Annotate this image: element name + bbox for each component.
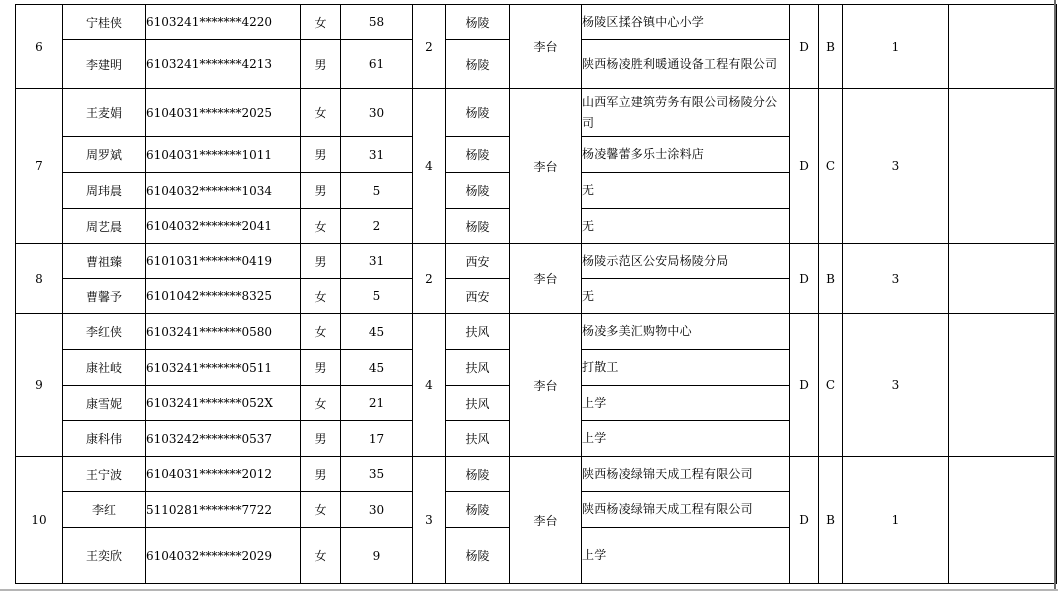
origin-cell[interactable]: 扶风 xyxy=(446,386,510,421)
sex-cell[interactable]: 女 xyxy=(301,209,341,244)
origin-cell[interactable]: 扶风 xyxy=(446,350,510,386)
household-size-cell[interactable]: 4 xyxy=(413,314,446,457)
origin-cell[interactable]: 杨陵 xyxy=(446,89,510,137)
household-size-cell[interactable]: 3 xyxy=(413,457,446,584)
age-cell[interactable]: 2 xyxy=(341,209,413,244)
workplace-cell[interactable]: 陕西杨凌绿锦天成工程有限公司 xyxy=(582,457,790,492)
id-number-cell[interactable]: 6104031*******2012 xyxy=(146,457,301,492)
sex-cell[interactable]: 男 xyxy=(301,244,341,279)
household-number-cell[interactable]: 7 xyxy=(16,89,63,244)
empty-cell[interactable] xyxy=(949,457,1057,584)
age-cell[interactable]: 5 xyxy=(341,279,413,314)
household-size-cell[interactable]: 4 xyxy=(413,89,446,244)
age-cell[interactable]: 45 xyxy=(341,350,413,386)
workplace-cell[interactable]: 杨凌馨蕾多乐士涂料店 xyxy=(582,137,790,173)
score-cell[interactable]: 1 xyxy=(843,5,949,89)
age-cell[interactable]: 31 xyxy=(341,137,413,173)
member-name-cell[interactable]: 王麦娟 xyxy=(63,89,146,137)
workplace-cell[interactable]: 无 xyxy=(582,279,790,314)
member-name-cell[interactable]: 王奕欣 xyxy=(63,528,146,584)
origin-cell[interactable]: 杨陵 xyxy=(446,492,510,528)
id-number-cell[interactable]: 6104032*******2041 xyxy=(146,209,301,244)
id-number-cell[interactable]: 6104032*******2029 xyxy=(146,528,301,584)
member-name-cell[interactable]: 康社岐 xyxy=(63,350,146,386)
household-size-cell[interactable]: 2 xyxy=(413,5,446,89)
origin-cell[interactable]: 杨陵 xyxy=(446,457,510,492)
id-number-cell[interactable]: 6103241*******0580 xyxy=(146,314,301,350)
age-cell[interactable]: 9 xyxy=(341,528,413,584)
score-cell[interactable]: 3 xyxy=(843,89,949,244)
household-size-cell[interactable]: 2 xyxy=(413,244,446,314)
sex-cell[interactable]: 男 xyxy=(301,421,341,457)
grade-b-cell[interactable]: B xyxy=(819,244,843,314)
sex-cell[interactable]: 男 xyxy=(301,40,341,89)
id-number-cell[interactable]: 6104031*******1011 xyxy=(146,137,301,173)
member-name-cell[interactable]: 康科伟 xyxy=(63,421,146,457)
workplace-cell[interactable]: 杨陵区揉谷镇中心小学 xyxy=(582,5,790,40)
sex-cell[interactable]: 女 xyxy=(301,279,341,314)
sex-cell[interactable]: 男 xyxy=(301,173,341,209)
sex-cell[interactable]: 女 xyxy=(301,314,341,350)
workplace-cell[interactable]: 无 xyxy=(582,173,790,209)
member-name-cell[interactable]: 王宁波 xyxy=(63,457,146,492)
origin-cell[interactable]: 杨陵 xyxy=(446,209,510,244)
workplace-cell[interactable]: 陕西杨凌绿锦天成工程有限公司 xyxy=(582,492,790,528)
household-table xyxy=(15,4,1057,584)
sex-cell[interactable]: 女 xyxy=(301,492,341,528)
village-cell[interactable]: 李台 xyxy=(510,89,582,244)
id-number-cell[interactable]: 6103241*******4213 xyxy=(146,40,301,89)
member-name-cell[interactable]: 宁桂侠 xyxy=(63,5,146,40)
age-cell[interactable]: 45 xyxy=(341,314,413,350)
origin-cell[interactable]: 杨陵 xyxy=(446,40,510,89)
member-name-cell[interactable]: 周玮晨 xyxy=(63,173,146,209)
member-name-cell[interactable]: 周罗斌 xyxy=(63,137,146,173)
age-cell[interactable]: 58 xyxy=(341,5,413,40)
table-row xyxy=(16,314,1057,350)
age-cell[interactable]: 30 xyxy=(341,492,413,528)
empty-cell[interactable] xyxy=(949,5,1057,89)
sex-cell[interactable]: 男 xyxy=(301,350,341,386)
household-number-cell[interactable]: 6 xyxy=(16,5,63,89)
member-name-cell[interactable]: 康雪妮 xyxy=(63,386,146,421)
age-cell[interactable]: 61 xyxy=(341,40,413,89)
age-cell[interactable]: 35 xyxy=(341,457,413,492)
grade-a-cell[interactable]: D xyxy=(790,89,819,244)
village-cell[interactable]: 李台 xyxy=(510,314,582,457)
table-row xyxy=(16,89,1057,137)
workplace-cell[interactable]: 杨陵示范区公安局杨陵分局 xyxy=(582,244,790,279)
origin-cell[interactable]: 西安 xyxy=(446,279,510,314)
grade-a-cell[interactable]: D xyxy=(790,314,819,457)
member-name-cell[interactable]: 周艺晨 xyxy=(63,209,146,244)
household-number-cell[interactable]: 9 xyxy=(16,314,63,457)
empty-cell[interactable] xyxy=(949,314,1057,457)
sex-cell[interactable]: 女 xyxy=(301,386,341,421)
grade-a-cell[interactable]: D xyxy=(790,457,819,584)
member-name-cell[interactable]: 李建明 xyxy=(63,40,146,89)
score-cell[interactable]: 1 xyxy=(843,457,949,584)
grade-b-cell[interactable]: B xyxy=(819,5,843,89)
id-number-cell[interactable]: 6103242*******0537 xyxy=(146,421,301,457)
household-number-cell[interactable]: 10 xyxy=(16,457,63,584)
workplace-cell[interactable]: 山西军立建筑劳务有限公司杨陵分公司 xyxy=(582,89,790,137)
workplace-cell[interactable]: 陕西杨凌胜利暖通设备工程有限公司 xyxy=(582,40,790,89)
score-cell[interactable]: 3 xyxy=(843,244,949,314)
score-cell[interactable]: 3 xyxy=(843,314,949,457)
workplace-cell[interactable]: 打散工 xyxy=(582,350,790,386)
id-number-cell[interactable]: 6101042*******8325 xyxy=(146,279,301,314)
sex-cell[interactable]: 女 xyxy=(301,5,341,40)
age-cell[interactable]: 31 xyxy=(341,244,413,279)
grade-b-cell[interactable]: C xyxy=(819,89,843,244)
table-row xyxy=(16,5,1057,40)
id-number-cell[interactable]: 6101031*******0419 xyxy=(146,244,301,279)
age-cell[interactable]: 30 xyxy=(341,89,413,137)
origin-cell[interactable]: 西安 xyxy=(446,244,510,279)
household-number-cell[interactable]: 8 xyxy=(16,244,63,314)
workplace-cell[interactable]: 杨凌多美汇购物中心 xyxy=(582,314,790,350)
age-cell[interactable]: 17 xyxy=(341,421,413,457)
workplace-cell[interactable]: 上学 xyxy=(582,386,790,421)
sex-cell[interactable]: 男 xyxy=(301,457,341,492)
id-number-cell[interactable]: 6103241*******0511 xyxy=(146,350,301,386)
id-number-cell[interactable]: 5110281*******7722 xyxy=(146,492,301,528)
id-number-cell[interactable]: 6103241*******4220 xyxy=(146,5,301,40)
empty-cell[interactable] xyxy=(949,244,1057,314)
workplace-cell[interactable]: 上学 xyxy=(582,421,790,457)
origin-cell[interactable]: 杨陵 xyxy=(446,137,510,173)
village-cell[interactable]: 李台 xyxy=(510,244,582,314)
sex-cell[interactable]: 男 xyxy=(301,137,341,173)
sex-cell[interactable]: 女 xyxy=(301,528,341,584)
id-number-cell[interactable]: 6104031*******2025 xyxy=(146,89,301,137)
grade-b-cell[interactable]: C xyxy=(819,314,843,457)
member-name-cell[interactable]: 李红 xyxy=(63,492,146,528)
village-cell[interactable]: 李台 xyxy=(510,5,582,89)
member-name-cell[interactable]: 李红侠 xyxy=(63,314,146,350)
table-row xyxy=(16,244,1057,279)
origin-cell[interactable]: 杨陵 xyxy=(446,173,510,209)
sex-cell[interactable]: 女 xyxy=(301,89,341,137)
table-row xyxy=(16,457,1057,492)
grade-a-cell[interactable]: D xyxy=(790,244,819,314)
village-cell[interactable]: 李台 xyxy=(510,457,582,584)
workplace-cell[interactable]: 上学 xyxy=(582,528,790,584)
workplace-cell[interactable]: 无 xyxy=(582,209,790,244)
origin-cell[interactable]: 扶风 xyxy=(446,421,510,457)
origin-cell[interactable]: 杨陵 xyxy=(446,5,510,40)
grade-b-cell[interactable]: B xyxy=(819,457,843,584)
vertical-scrollbar-edge[interactable] xyxy=(1054,0,1056,591)
id-number-cell[interactable]: 6104032*******1034 xyxy=(146,173,301,209)
member-name-cell[interactable]: 曹馨予 xyxy=(63,279,146,314)
age-cell[interactable]: 21 xyxy=(341,386,413,421)
empty-cell[interactable] xyxy=(949,89,1057,244)
member-name-cell[interactable]: 曹祖臻 xyxy=(63,244,146,279)
age-cell[interactable]: 5 xyxy=(341,173,413,209)
origin-cell[interactable]: 扶风 xyxy=(446,314,510,350)
grade-a-cell[interactable]: D xyxy=(790,5,819,89)
origin-cell[interactable]: 杨陵 xyxy=(446,528,510,584)
id-number-cell[interactable]: 6103241*******052X xyxy=(146,386,301,421)
